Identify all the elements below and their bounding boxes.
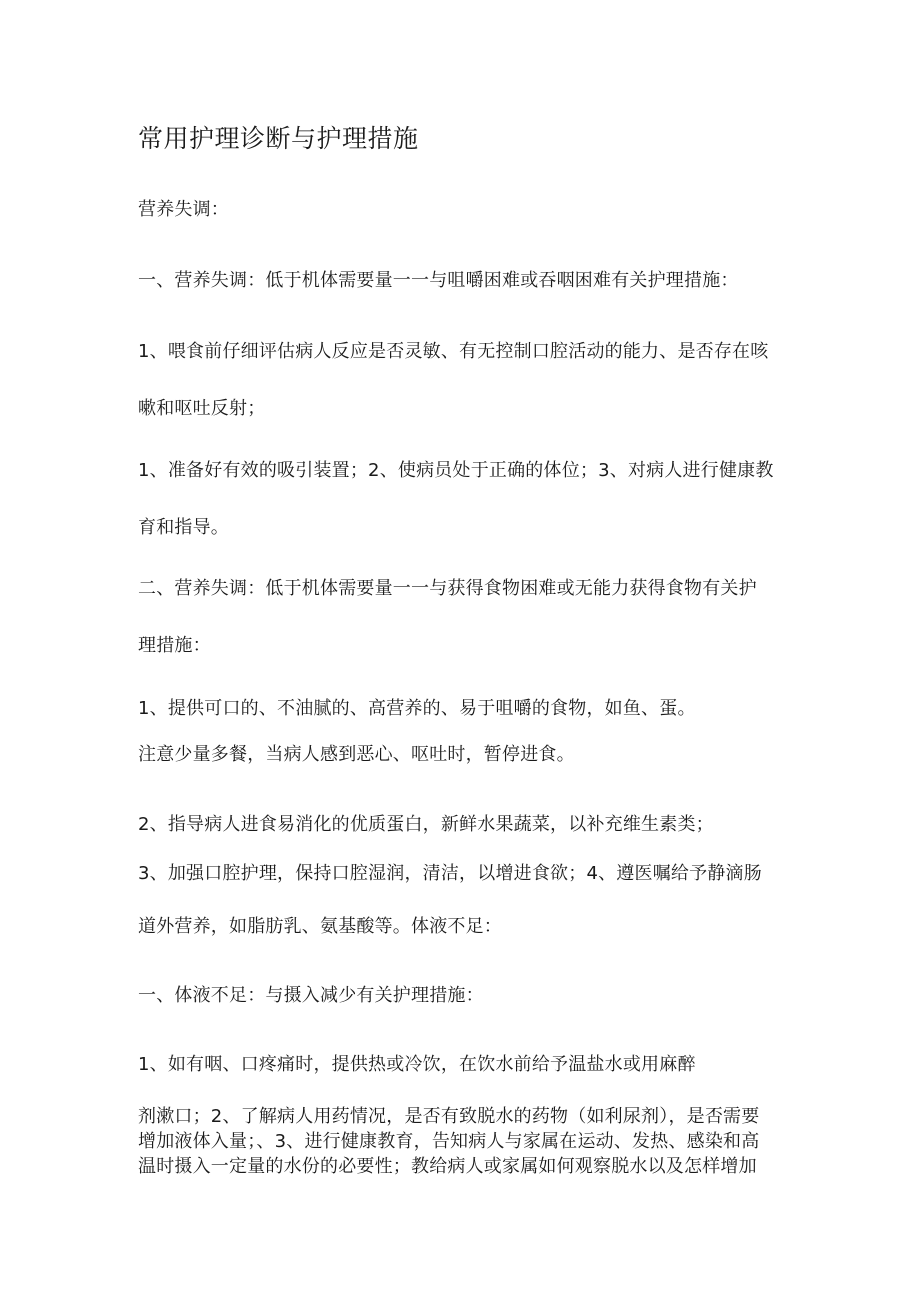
paragraph-line: 1、如有咽、口疼痛时，提供热或冷饮，在饮水前给予温盐水或用麻醉 (138, 1054, 696, 1075)
paragraph-line: 理措施： (138, 635, 211, 656)
paragraph-line: 道外营养，如脂肪乳、氨基酸等。体液不足： (138, 916, 502, 937)
paragraph-line: 注意少量多餐，当病人感到恶心、呕吐时，暂停进食。 (138, 744, 575, 765)
paragraph-line: 增加液体入量；、3、进行健康教育，告知病人与家属在运动、发热、感染和高 (138, 1131, 760, 1152)
paragraph-line: 一、体液不足：与摄入减少有关护理措施： (138, 985, 484, 1006)
paragraph-line: 2、指导病人进食易消化的优质蛋白，新鲜水果蔬菜，以补充维生素类； (138, 814, 714, 835)
paragraph-line: 二、营养失调：低于机体需要量一一与获得食物困难或无能力获得食物有关护 (138, 578, 757, 599)
paragraph-line: 3、加强口腔护理，保持口腔湿润，清洁，以增进食欲；4、遵医嘱给予静滴肠 (138, 863, 762, 884)
page-title: 常用护理诊断与护理措施 (138, 124, 419, 153)
paragraph-line: 温时摄入一定量的水份的必要性；教给病人或家属如何观察脱水以及怎样增加 (138, 1156, 757, 1177)
paragraph-line: 剂漱口；2、了解病人用药情况，是否有致脱水的药物（如利尿剂），是否需要 (138, 1106, 760, 1127)
paragraph-line: 嗽和呕吐反射； (138, 398, 266, 419)
paragraph-line: 1、提供可口的、不油腻的、高营养的、易于咀嚼的食物，如鱼、蛋。 (138, 698, 696, 719)
section-heading: 营养失调： (138, 199, 229, 220)
paragraph-line: 1、喂食前仔细评估病人反应是否灵敏、有无控制口腔活动的能力、是否存在咳 (138, 341, 769, 362)
paragraph-line: 育和指导。 (138, 517, 229, 538)
paragraph-line: 一、营养失调：低于机体需要量一一与咀嚼困难或吞咽困难有关护理措施： (138, 270, 739, 291)
paragraph-line: 1、准备好有效的吸引装置；2、使病员处于正确的体位；3、对病人进行健康教 (138, 460, 774, 481)
